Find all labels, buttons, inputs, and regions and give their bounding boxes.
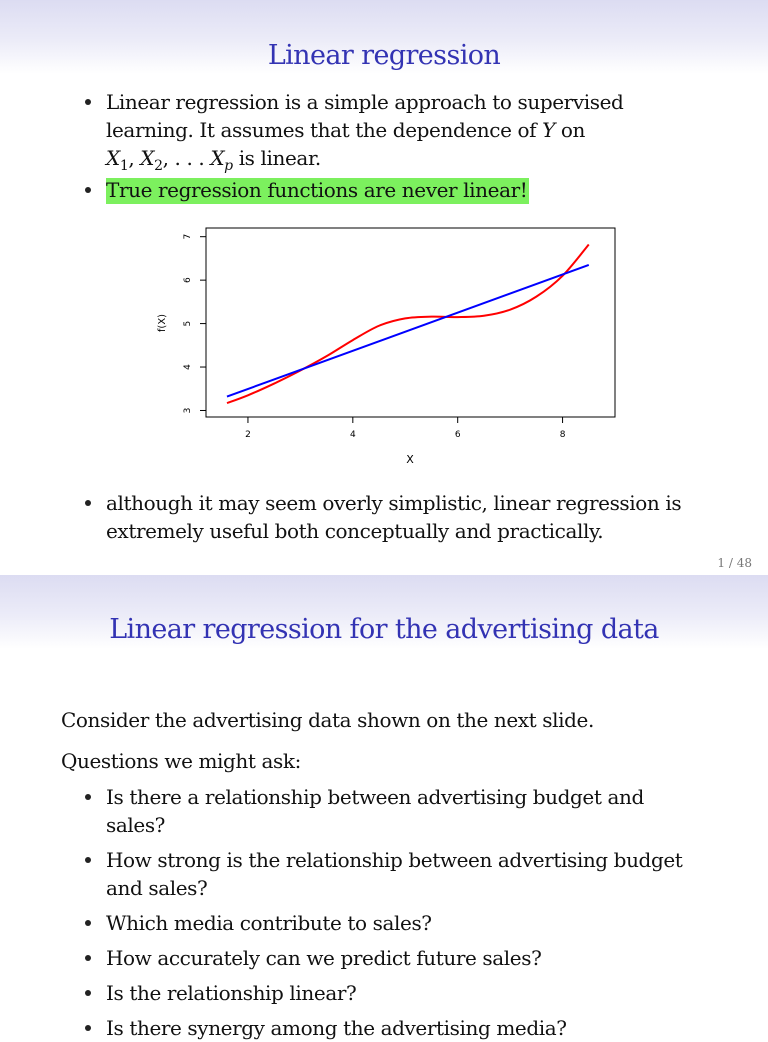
intro-text: Consider the advertising data shown on the next slide. — [61, 708, 594, 732]
questions-label: Questions we might ask: — [61, 749, 301, 773]
slide-2 — [0, 575, 768, 1040]
question-line: and sales? — [106, 876, 208, 900]
y-tick-label: 7 — [183, 233, 193, 240]
bullet-icon — [85, 857, 91, 863]
x-tick-label: 8 — [559, 430, 566, 440]
bullet-icon — [85, 187, 91, 193]
y-tick-label: 6 — [183, 277, 193, 284]
question-item — [106, 979, 356, 1007]
question-line: Is the relationship linear? — [106, 981, 357, 1005]
x-axis-label: X — [406, 453, 414, 466]
question-line: Is there a relationship between advertising budget and — [106, 785, 644, 809]
bullet-line: learning. It assumes that the dependence of Y on — [106, 118, 585, 142]
bullet-highlight — [106, 176, 529, 204]
bullet-icon — [85, 500, 91, 506]
true-function-line — [227, 245, 589, 404]
y-tick-label: 3 — [183, 407, 193, 414]
question-item — [106, 944, 541, 972]
page-number: 1 / 48 — [717, 556, 752, 570]
question-line: How strong is the relationship between advertising budget — [106, 848, 683, 872]
regression-chart — [0, 222, 768, 482]
question-line: Is there synergy among the advertising media? — [106, 1016, 567, 1040]
bullet-icon — [85, 99, 91, 105]
y-axis-label: f(X) — [157, 313, 168, 333]
bullet-icon — [85, 920, 91, 926]
bullet-line-math: $X_1$, $X_2$, . . . $X_p$ is linear. — [106, 146, 321, 174]
bullet-definition — [106, 88, 623, 180]
x-tick-label: 6 — [454, 430, 461, 440]
question-line: Which media contribute to sales? — [106, 911, 432, 935]
bullet-icon — [85, 990, 91, 996]
highlighted-text: True regression functions are never linear! — [106, 178, 528, 202]
question-item — [106, 909, 432, 937]
bullet-conclusion — [106, 489, 681, 545]
question-item — [106, 783, 644, 839]
slide-title: Linear regression — [267, 40, 501, 71]
question-line: sales? — [106, 813, 166, 837]
y-tick-label: 5 — [183, 320, 193, 327]
question-item — [106, 846, 682, 902]
bullet-icon — [85, 794, 91, 800]
slide-title: Linear regression for the advertising data — [109, 614, 659, 645]
y-tick-label: 4 — [183, 364, 193, 370]
x-tick-label: 4 — [349, 430, 356, 440]
question-item — [106, 1014, 567, 1042]
x-tick-label: 2 — [245, 430, 251, 440]
bullet-line: although it may seem overly simplistic, linear regression is — [106, 491, 682, 515]
bullet-line: extremely useful both conceptually and practically. — [106, 519, 604, 543]
question-line: How accurately can we predict future sales? — [106, 946, 542, 970]
bullet-icon — [85, 1025, 91, 1031]
bullet-line: Linear regression is a simple approach to supervised — [106, 90, 624, 114]
bullet-icon — [85, 955, 91, 961]
plot-frame — [206, 228, 615, 417]
linear-fit-line — [227, 265, 589, 397]
